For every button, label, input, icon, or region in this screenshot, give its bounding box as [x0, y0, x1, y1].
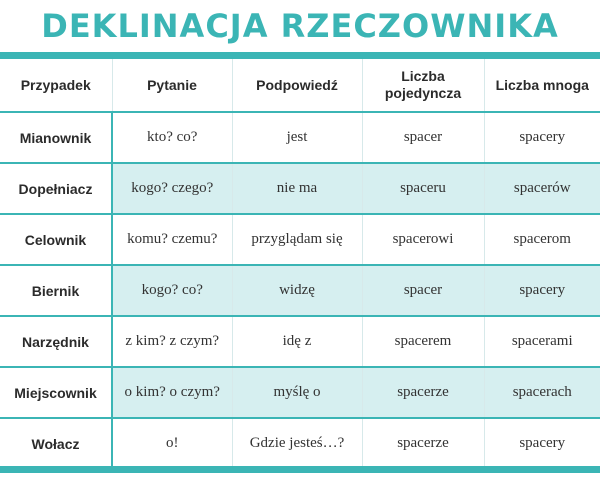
singular-cell: spacerowi: [362, 214, 484, 265]
header-hint: Podpowiedź: [232, 59, 362, 112]
question-cell: o!: [112, 418, 232, 468]
table-row: [0, 367, 600, 418]
declension-table: [0, 59, 600, 468]
plural-cell: spacery: [519, 435, 566, 451]
singular-cell: spacerze: [362, 418, 484, 468]
table-row: [0, 265, 600, 316]
table-row: [0, 214, 600, 265]
singular-cell: spacerze: [362, 367, 484, 418]
question-cell: z kim? z czym?: [112, 316, 232, 367]
case-cell: Biernik: [0, 265, 112, 316]
question-cell: o kim? o czym?: [112, 367, 232, 418]
hint-cell: Gdzie jesteś…?: [232, 418, 362, 468]
case-cell: Celownik: [0, 214, 112, 265]
singular-cell: spacer: [362, 265, 484, 316]
header-singular: Liczba pojedyncza: [362, 59, 484, 112]
plural-cell: spacery: [484, 265, 600, 316]
header-case: Przypadek: [0, 59, 112, 112]
question-cell: komu? czemu?: [112, 214, 232, 265]
table-row: [0, 418, 600, 468]
header-question: Pytanie: [112, 59, 232, 112]
case-cell: Mianownik: [0, 112, 112, 163]
hint-cell: myślę o: [232, 367, 362, 418]
case-cell: Dopełniacz: [0, 163, 112, 214]
plural-cell: spacerów: [484, 163, 600, 214]
hint-cell: widzę: [232, 265, 362, 316]
plural-cell: spacerach: [484, 367, 600, 418]
question-cell: kogo? czego?: [112, 163, 232, 214]
title-underline: [0, 52, 600, 59]
table-row: [0, 163, 600, 214]
plural-cell: spacerom: [484, 214, 600, 265]
question-cell: kto? co?: [112, 112, 232, 163]
plural-cell: spacerami: [484, 316, 600, 367]
bottom-rule: [0, 466, 600, 473]
plural-cell: spacery: [484, 112, 600, 163]
question-cell: kogo? co?: [112, 265, 232, 316]
hint-cell: idę z: [232, 316, 362, 367]
hint-cell: nie ma: [232, 163, 362, 214]
singular-cell: spacerem: [362, 316, 484, 367]
table-row: [0, 316, 600, 367]
case-cell: Narzędnik: [0, 316, 112, 367]
header-plural: Liczba mnoga: [484, 59, 600, 112]
table-row: [0, 112, 600, 163]
case-cell: Wołacz: [0, 418, 112, 468]
case-cell: Miejscownik: [0, 367, 112, 418]
singular-cell: spacer: [362, 112, 484, 163]
hint-cell: jest: [232, 112, 362, 163]
header-row: [0, 59, 600, 112]
hint-cell: przyglądam się: [232, 214, 362, 265]
singular-cell: spaceru: [362, 163, 484, 214]
page-title: DEKLINACJA RZECZOWNIKA: [41, 7, 559, 45]
